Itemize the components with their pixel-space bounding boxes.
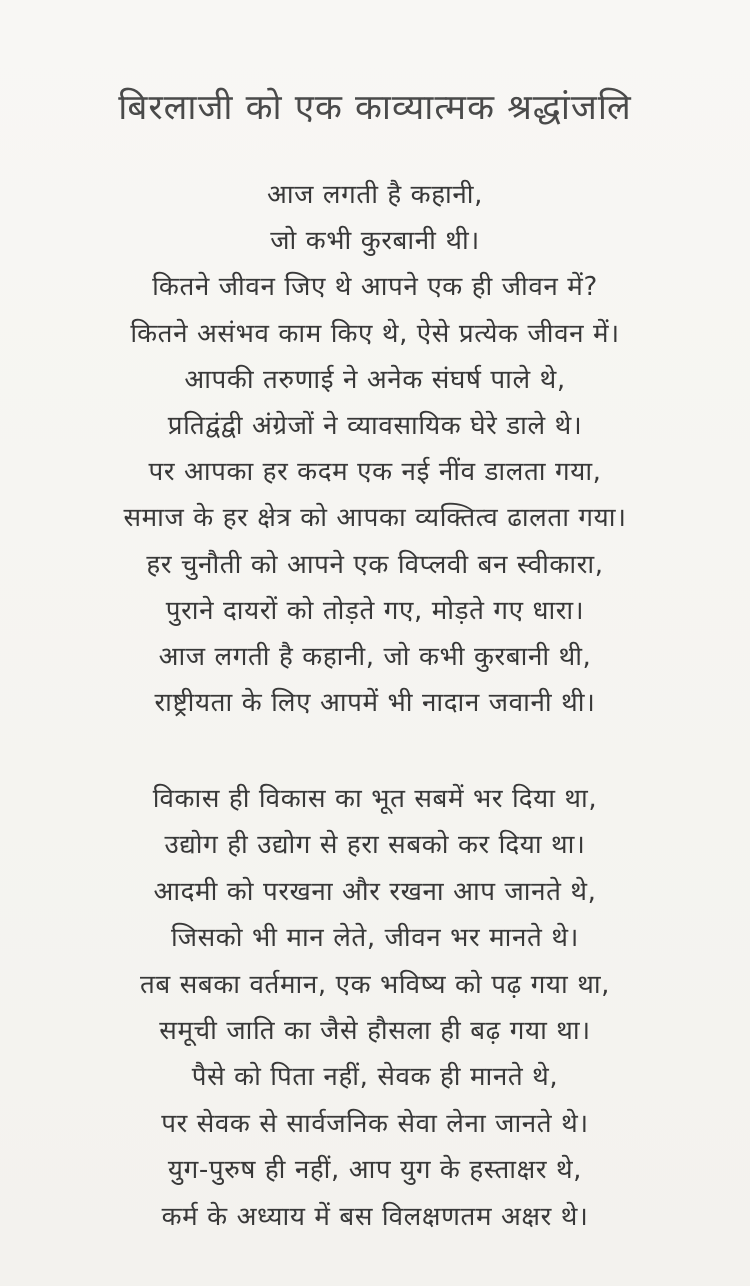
- poem-line: युग-पुरुष ही नहीं, आप युग के हस्ताक्षर थे,: [167, 1155, 583, 1186]
- poem-line: आज लगती है कहानी, जो कभी कुरबानी थी,: [158, 641, 592, 672]
- poem-line: समूची जाति का जैसे हौसला ही बढ़ गया था।: [159, 1015, 591, 1046]
- poem-line: कितने जीवन जिए थे आपने एक ही जीवन में?: [152, 272, 598, 303]
- poem-line: पैसे को पिता नहीं, सेवक ही मानते थे,: [191, 1062, 559, 1093]
- poem-line: विकास ही विकास का भूत सबमें भर दिया था,: [152, 784, 598, 814]
- poem-line: तब सबका वर्तमान, एक भविष्य को पढ़ गया था,: [139, 969, 611, 1000]
- poem-line: जो कभी कुरबानी थी।: [270, 226, 480, 257]
- poem-line: प्रतिद्वंद्वी अंग्रेजों ने व्यावसायिक घेरे डाले थे।: [167, 410, 583, 441]
- poem-line: पुराने दायरों को तोड़ते गए, मोड़ते गए धारा।: [165, 595, 585, 626]
- poem-title: बिरलाजी को एक काव्यात्मक श्रद्धांजलि: [118, 88, 632, 129]
- poem-line: कर्म के अध्याय में बस विलक्षणतम अक्षर थे।: [161, 1201, 589, 1232]
- poem-line: पर आपका हर कदम एक नई नींव डालता गया,: [148, 457, 602, 488]
- poem-line: पर सेवक से सार्वजनिक सेवा लेना जानते थे।: [161, 1108, 589, 1139]
- poem-line: समाज के हर क्षेत्र को आपका व्यक्तित्व ढालता गया।: [123, 503, 627, 534]
- poem-line: उद्योग ही उद्योग से हरा सबको कर दिया था।: [164, 830, 586, 861]
- poem-line: आपकी तरुणाई ने अनेक संघर्ष पाले थे,: [184, 364, 566, 395]
- poem-line: आज लगती है कहानी,: [266, 180, 484, 210]
- poem-line: कितने असंभव काम किए थे, ऐसे प्रत्येक जीवन में।: [130, 318, 620, 349]
- poem-line: हर चुनौती को आपने एक विप्लवी बन स्वीकारा,: [146, 549, 604, 580]
- poem-line: राष्ट्रीयता के लिए आपमें भी नादान जवानी थी।: [154, 688, 596, 719]
- stanza-2: [0, 776, 750, 1240]
- stanza-1: [0, 172, 750, 726]
- poem-line: आदमी को परखना और रखना आप जानते थे,: [153, 876, 597, 907]
- poem-line: जिसको भी मान लेते, जीवन भर मानते थे।: [170, 923, 580, 954]
